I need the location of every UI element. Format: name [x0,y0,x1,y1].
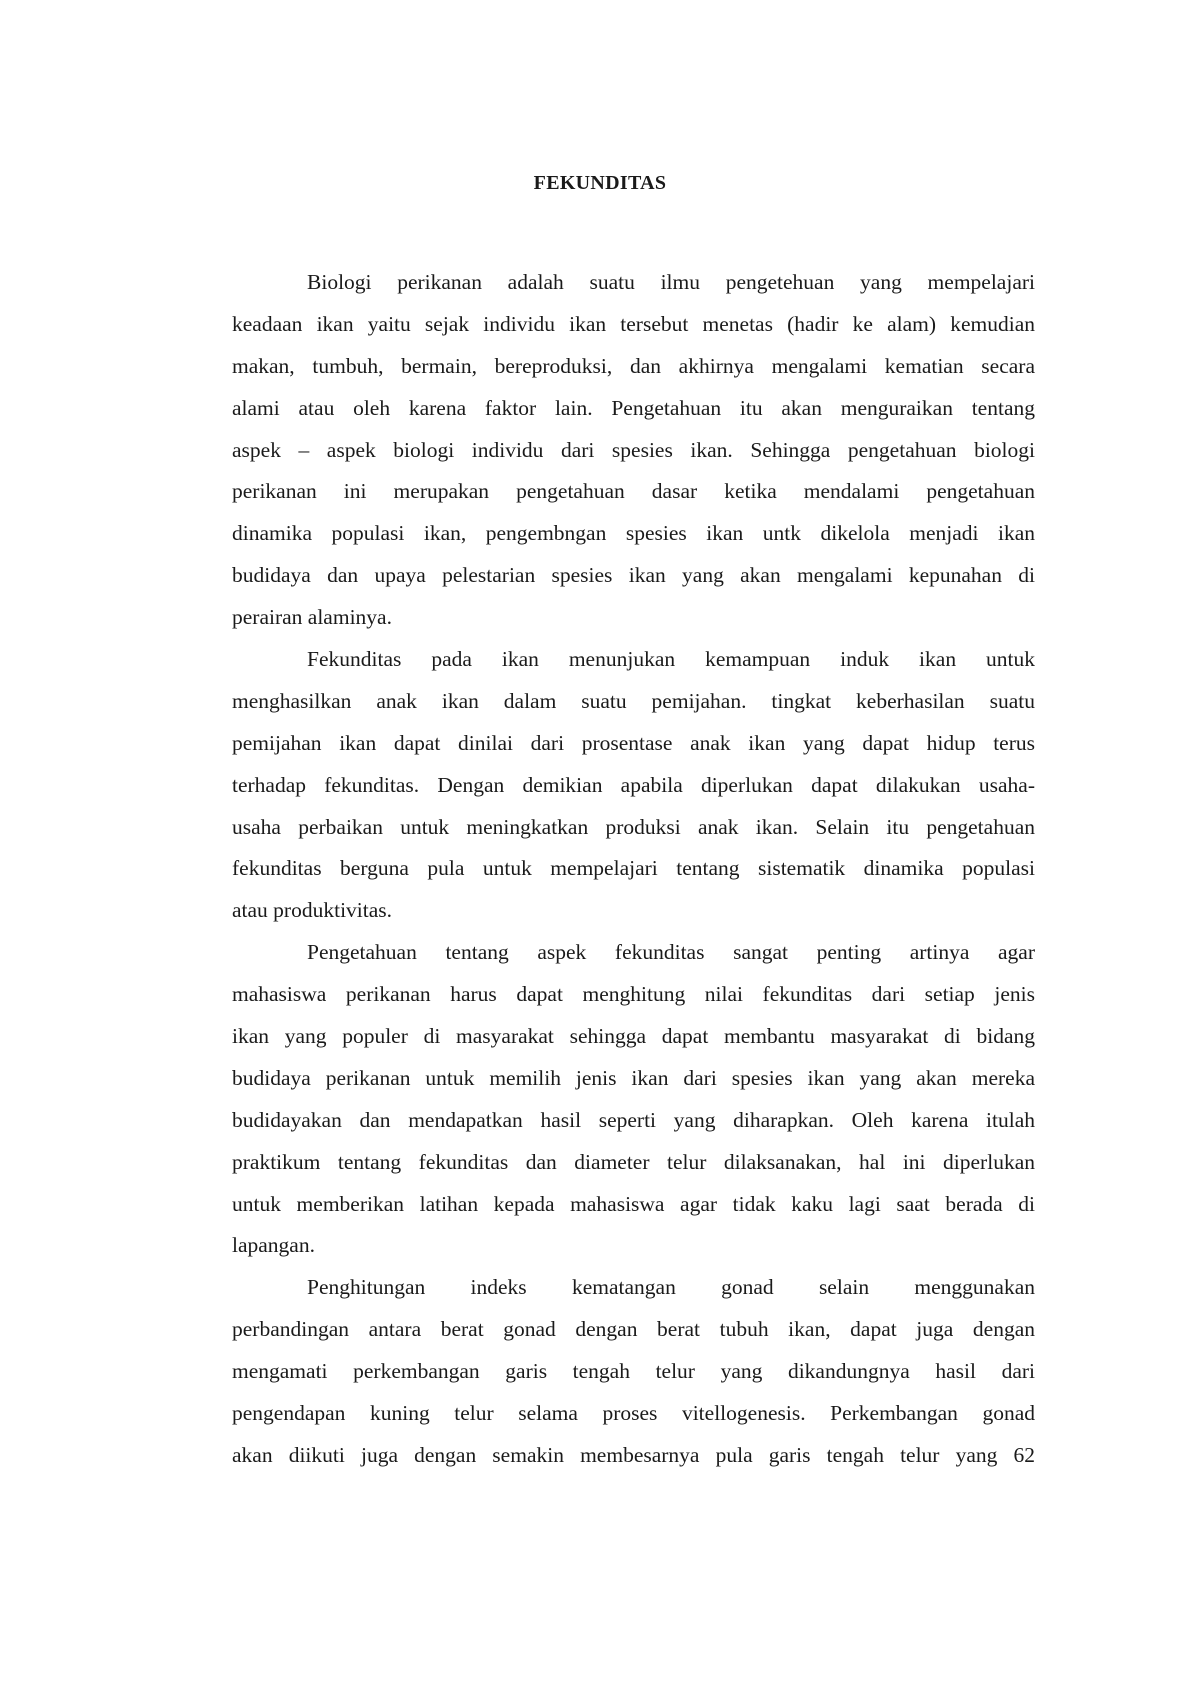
paragraph-line: terhadap fekunditas. Dengan demikian apabila diperlukan dapat dilakukan usaha- [232,772,1035,797]
paragraph-line: Biologi perikanan adalah suatu ilmu pengetehuan yang mempelajari [307,270,1035,294]
paragraph-line: praktikum tentang fekunditas dan diameter telur dilaksanakan, hal ini diperlukan [232,1149,1035,1174]
paragraph-4 [232,1267,1035,1476]
paragraph-line: dinamika populasi ikan, pengembngan spesies ikan untk dikelola menjadi ikan [232,521,1035,546]
paragraph-line: makan, tumbuh, bermain, bereproduksi, dan akhirnya mengalami kematian secara [232,353,1035,378]
paragraph-line: atau produktivitas. [232,898,393,923]
paragraph-line: pengendapan kuning telur selama proses vitellogenesis. Perkembangan gonad [232,1401,1035,1426]
paragraph-line: perikanan ini merupakan pengetahuan dasar ketika mendalami pengetahuan [232,479,1035,504]
paragraph-line: Penghitungan indeks kematangan gonad selain menggunakan [307,1275,1035,1300]
paragraph-line: aspek – aspek biologi individu dari spesies ikan. Sehingga pengetahuan biologi [232,437,1035,462]
paragraph-line: Fekunditas pada ikan menunjukan kemampuan induk ikan untuk [307,647,1035,672]
paragraph-line: budidaya perikanan untuk memilih jenis ikan dari spesies ikan yang akan mereka [232,1065,1035,1090]
paragraph-line: lapangan. [232,1233,315,1258]
paragraph-line: budidaya dan upaya pelestarian spesies ikan yang akan mengalami kepunahan di [232,563,1035,588]
paragraph-line: mahasiswa perikanan harus dapat menghitung nilai fekunditas dari setiap jenis [232,982,1035,1007]
paragraph-3 [232,932,1035,1267]
document-body [232,262,1035,1477]
paragraph-2 [232,639,1035,932]
paragraph-line: akan diikuti juga dengan semakin membesarnya pula garis tengah telur yang 62 [232,1442,1035,1467]
paragraph-line: Pengetahuan tentang aspek fekunditas sangat penting artinya agar [307,940,1035,965]
paragraph-line: budidayakan dan mendapatkan hasil seperti yang diharapkan. Oleh karena itulah [232,1107,1035,1132]
paragraph-line: perairan alaminya. [232,605,392,630]
paragraph-line: untuk memberikan latihan kepada mahasiswa agar tidak kaku lagi saat berada di [232,1191,1035,1216]
paragraph-line: fekunditas berguna pula untuk mempelajari tentang sistematik dinamika populasi [232,856,1035,881]
paragraph-line: mengamati perkembangan garis tengah telur yang dikandungnya hasil dari [232,1359,1035,1384]
paragraph-line: alami atau oleh karena faktor lain. Pengetahuan itu akan menguraikan tentang [232,395,1035,420]
paragraph-line: menghasilkan anak ikan dalam suatu pemijahan. tingkat keberhasilan suatu [232,688,1035,713]
paragraph-line: perbandingan antara berat gonad dengan berat tubuh ikan, dapat juga dengan [232,1317,1035,1342]
paragraph-line: keadaan ikan yaitu sejak individu ikan tersebut menetas (hadir ke alam) kemudian [232,311,1035,336]
paragraph-1 [232,262,1035,639]
paragraph-line: usaha perbaikan untuk meningkatkan produksi anak ikan. Selain itu pengetahuan [232,814,1035,839]
paragraph-line: pemijahan ikan dapat dinilai dari prosentase anak ikan yang dapat hidup terus [232,730,1035,755]
paragraph-line: ikan yang populer di masyarakat sehingga dapat membantu masyarakat di bidang [232,1024,1035,1049]
document-title: FEKUNDITAS [533,172,667,194]
